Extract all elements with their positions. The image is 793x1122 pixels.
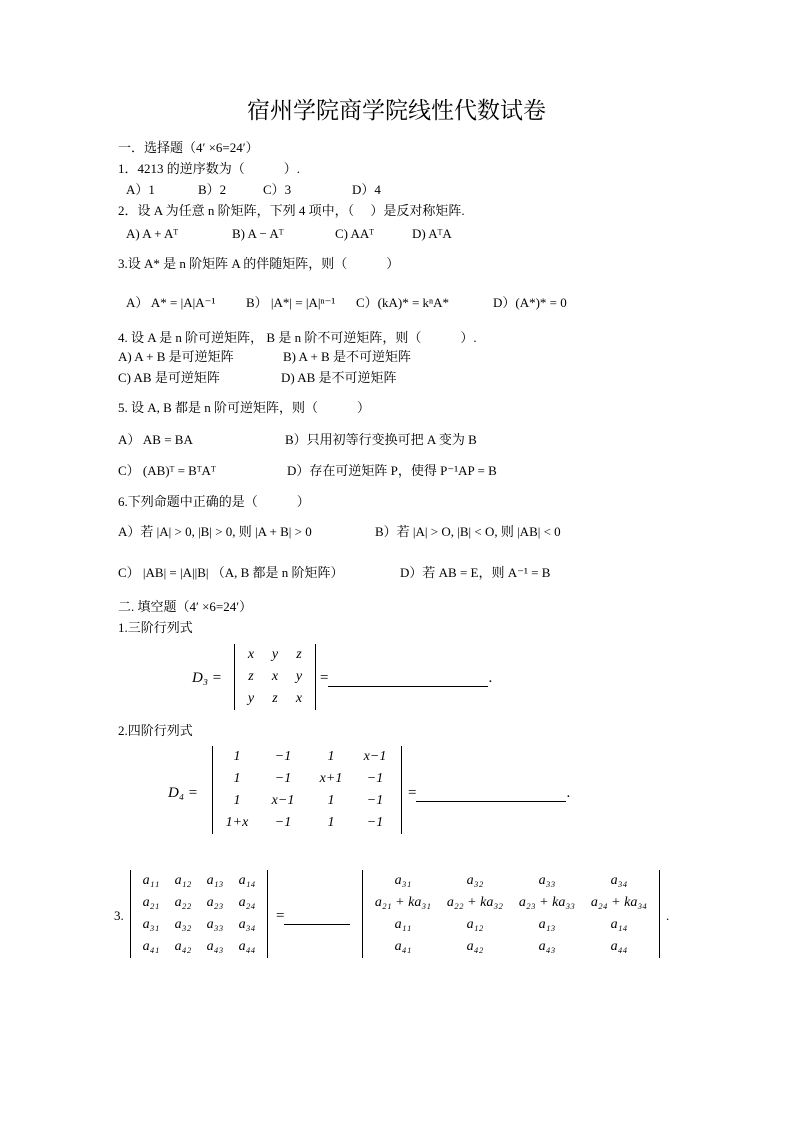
equals-sign: =	[276, 908, 285, 924]
matrix-entry: a₃₃	[206, 917, 224, 932]
matrix-entry: a₄₁	[142, 939, 160, 954]
period: .	[488, 670, 493, 686]
blank-line[interactable]	[284, 908, 350, 925]
matrix-entry: a₄₂	[174, 939, 192, 954]
option: B）只用初等行变换可把 A 变为 B	[285, 432, 477, 447]
matrix-entry: a₂₂	[174, 895, 192, 910]
page-title: 宿州学院商学院线性代数试卷	[247, 98, 546, 123]
determinant-label: D₃ =	[192, 670, 222, 686]
matrix-entry: x	[271, 669, 279, 684]
question-stem: 3.设 A* 是 n 阶矩阵 A 的伴随矩阵，则（ ）	[118, 256, 400, 271]
option: A）1	[126, 182, 155, 197]
matrix-entry: x	[247, 647, 255, 662]
matrix-entry: a₃₁	[142, 917, 160, 932]
matrix-entry: a₂₃	[206, 895, 224, 910]
matrix-entry: y	[247, 691, 255, 706]
matrix-entry: x	[295, 691, 303, 706]
matrix-entry: a₂₄	[238, 895, 256, 910]
answer-blank[interactable]	[276, 908, 350, 925]
matrix-entry: a₁₃	[206, 873, 224, 888]
option: C） |AB| = |A||B| （A, B 都是 n 阶矩阵）	[118, 565, 344, 580]
matrix-entry: a₂₁ + ka₃₁	[374, 895, 432, 910]
section-heading: 二. 填空题（4′ ×6=24′）	[118, 599, 253, 614]
question-stem: 6.下列命题中正确的是（ ）	[118, 494, 310, 509]
option: B) A + B 是不可逆矩阵	[283, 349, 411, 364]
option: B）2	[198, 182, 227, 197]
matrix-entry: −1	[274, 749, 292, 764]
matrix-entry: 1	[233, 771, 241, 786]
matrix-entry: z	[296, 647, 302, 662]
question-number: 3.	[114, 908, 124, 923]
matrix-entry: a₃₃	[538, 873, 556, 888]
matrix-entry: −1	[366, 815, 384, 830]
option: C）3	[263, 182, 292, 197]
option: A) A + Aᵀ	[126, 226, 179, 241]
matrix-entry: −1	[366, 771, 384, 786]
matrix-entry: 1	[327, 793, 335, 808]
option: C) AB 是可逆矩阵	[118, 370, 220, 385]
matrix-entry: a₂₄ + ka₃₄	[590, 895, 648, 910]
matrix-entry: 1	[327, 815, 335, 830]
matrix-entry: y	[271, 647, 279, 662]
option: D）存在可逆矩阵 P，使得 P⁻¹AP = B	[287, 463, 497, 478]
question-stem: 2.四阶行列式	[118, 723, 193, 738]
determinant-label: D₄ =	[168, 785, 198, 801]
option: A） AB = BA	[118, 432, 193, 447]
option: B） |A*| = |A|ⁿ⁻¹	[246, 295, 336, 310]
matrix-entry: a₂₁	[142, 895, 160, 910]
matrix-entry: 1	[233, 749, 241, 764]
blank-line[interactable]	[416, 785, 566, 802]
matrix-entry: a₃₄	[238, 917, 256, 932]
question-stem: 1．4213 的逆序数为（ ）.	[118, 161, 301, 176]
question-stem: 4. 设 A 是 n 阶可逆矩阵， B 是 n 阶不可逆矩阵，则（ ）.	[118, 330, 477, 345]
matrix-entry: a₄₃	[538, 939, 556, 954]
matrix-entry: a₁₂	[466, 917, 484, 932]
matrix-entry: a₁₄	[610, 917, 628, 932]
option: B）若 |A| > O, |B| < O, 则 |AB| < 0	[375, 524, 561, 539]
section-heading: 一．选择题（4′ ×6=24′）	[118, 140, 259, 155]
matrix-entry: a₄₃	[206, 939, 224, 954]
matrix-entry: x−1	[271, 793, 295, 808]
option: D）4	[352, 182, 381, 197]
matrix-entry: a₃₁	[394, 873, 412, 888]
determinant-left	[130, 870, 268, 958]
option: A） A* = |A|A⁻¹	[126, 295, 216, 310]
determinant-d4	[212, 746, 402, 834]
question-stem: 2．设 A 为任意 n 阶矩阵，下列 4 项中，（ ）是反对称矩阵.	[118, 203, 465, 218]
matrix-entry: x−1	[363, 749, 387, 764]
answer-blank[interactable]	[408, 785, 570, 802]
matrix-entry: a₂₃ + ka₃₃	[518, 895, 576, 910]
period: .	[566, 785, 571, 801]
matrix-entry: a₁₁	[394, 917, 412, 932]
matrix-entry: a₄₄	[238, 939, 256, 954]
equals-sign: =	[320, 670, 329, 686]
equals-sign: =	[408, 785, 417, 801]
option: D）(A*)* = 0	[493, 295, 567, 310]
matrix-entry: a₃₄	[610, 873, 628, 888]
matrix-entry: a₁₂	[174, 873, 192, 888]
matrix-entry: a₂₂ + ka₃₂	[446, 895, 504, 910]
option: D) AB 是不可逆矩阵	[281, 370, 397, 385]
matrix-entry: −1	[366, 793, 384, 808]
matrix-entry: −1	[274, 815, 292, 830]
option: D) AᵀA	[412, 226, 452, 241]
question-stem: 1.三阶行列式	[118, 620, 193, 635]
option: D）若 AB = E，则 A⁻¹ = B	[400, 565, 551, 580]
option: A）若 |A| > 0, |B| > 0, 则 |A + B| > 0	[118, 524, 312, 539]
question-stem: 5. 设 A, B 都是 n 阶可逆矩阵，则（ ）	[118, 400, 371, 415]
matrix-entry: a₁₃	[538, 917, 556, 932]
option: C） (AB)ᵀ = BᵀAᵀ	[118, 463, 216, 478]
period: .	[666, 908, 670, 923]
matrix-entry: z	[272, 691, 278, 706]
option: C）(kA)* = kⁿA*	[356, 295, 450, 310]
option: C) AAᵀ	[335, 226, 375, 241]
matrix-entry: a₃₂	[174, 917, 192, 932]
determinant-d3	[234, 644, 316, 710]
matrix-entry: x+1	[319, 771, 343, 786]
matrix-entry: a₁₄	[238, 873, 256, 888]
matrix-entry: a₄₁	[394, 939, 412, 954]
option: A) A + B 是可逆矩阵	[118, 349, 234, 364]
matrix-entry: 1+x	[225, 815, 249, 830]
matrix-entry: a₄₄	[610, 939, 628, 954]
matrix-entry: a₃₂	[466, 873, 484, 888]
matrix-entry: a₁₁	[142, 873, 160, 888]
blank-line[interactable]	[328, 670, 488, 687]
matrix-entry: z	[248, 669, 254, 684]
option: B) A − Aᵀ	[232, 226, 284, 241]
matrix-entry: a₄₂	[466, 939, 484, 954]
matrix-entry: 1	[233, 793, 241, 808]
matrix-entry: −1	[274, 771, 292, 786]
determinant-right	[362, 870, 660, 958]
matrix-entry: y	[295, 669, 303, 684]
answer-blank[interactable]	[320, 670, 492, 687]
matrix-entry: 1	[327, 749, 335, 764]
